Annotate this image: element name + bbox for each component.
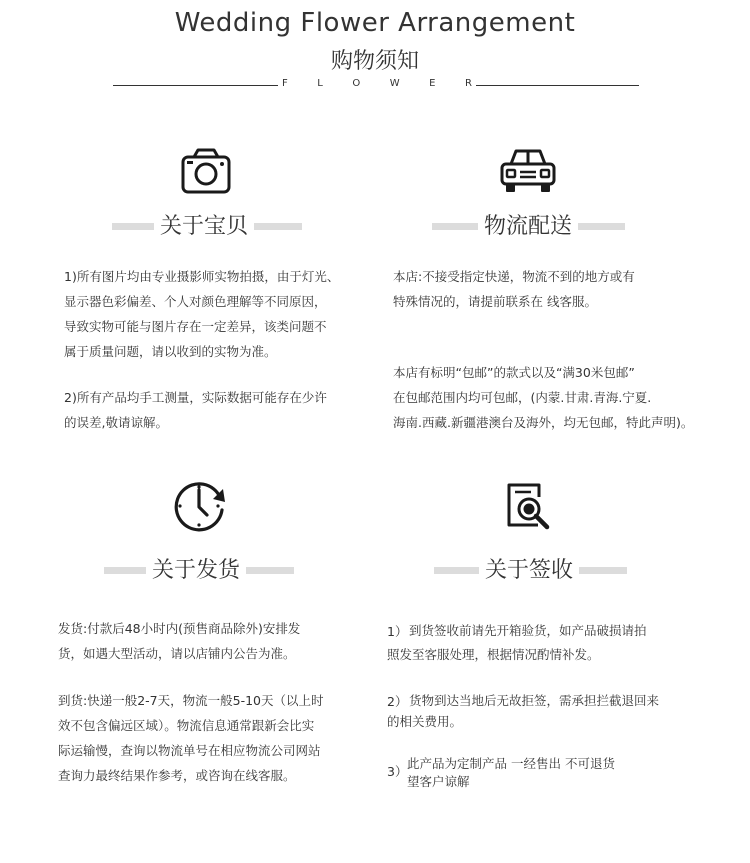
text-line: 本店有标明“包邮”的款式以及“满30米包邮” (393, 365, 635, 380)
page-title: Wedding Flower Arrangement (174, 8, 576, 38)
logistics-paragraph (393, 264, 635, 314)
text-line: 2)所有产品均手工测量，实际数据可能存在少许 (64, 390, 327, 405)
text-line: 照发至客服处理，根据情况酌情补发。 (387, 647, 600, 662)
text-line: 属于质量问题，请以收到的实物为准。 (64, 344, 277, 359)
divider-right (476, 85, 639, 86)
divider-letter: W (389, 78, 400, 89)
text-line: 到货签收前请先开箱验货，如产品破损请拍 (409, 623, 647, 638)
divider-letter: F (282, 78, 288, 89)
shipping-paragraph (58, 688, 324, 788)
section-title-about-item: 关于宝贝 (154, 213, 254, 241)
text-line: 货物到达当地后无故拒签，需承担拦截退回来 (409, 693, 660, 708)
section-title-receipt: 关于签收 (479, 557, 579, 585)
divider-letter: R (465, 78, 472, 89)
text-line: 本店:不接受指定快递，物流不到的地方或有 (393, 269, 635, 284)
text-line: 发货:付款后48小时内(预售商品除外)安排发 (58, 621, 301, 636)
car-icon (498, 146, 558, 194)
item-number: 2） (387, 694, 408, 709)
text-line: 导致实物可能与图片存在一定差异，该类问题不 (64, 319, 327, 334)
text-line: 望客户谅解 (407, 774, 470, 789)
item-number: 3） (387, 764, 408, 779)
text-line: 显示器色彩偏差、个人对颜色理解等不同原因， (64, 294, 327, 309)
text-line: 的误差,敬请谅解。 (64, 415, 168, 430)
text-line: 的相关费用。 (387, 714, 463, 729)
divider-letter: E (429, 78, 436, 89)
text-line: 查询力最终结果作参考，或咨询在线客服。 (58, 768, 296, 783)
clock-icon (170, 477, 228, 535)
logistics-paragraph (393, 360, 693, 435)
shipping-paragraph (58, 616, 300, 666)
text-line: 此产品为定制产品 一经售出 不可退货 (407, 756, 615, 771)
text-line: 到货:快递一般2-7天，物流一般5-10天（以上时 (58, 693, 324, 708)
text-line: 特殊情况的，请提前联系在 线客服。 (393, 294, 597, 309)
text-line: 效不包含偏远区域）。物流信息通常跟新会比实 (58, 718, 315, 733)
text-line: 在包邮范围内均可包邮，(内蒙.甘肃.青海.宁夏. (393, 390, 652, 405)
divider-letter: L (317, 78, 323, 89)
page-subtitle: 购物须知 (330, 49, 419, 74)
camera-icon (180, 147, 232, 195)
divider-letters (282, 78, 472, 89)
section-title-shipping: 关于发货 (146, 557, 246, 585)
text-line: 海南.西藏.新疆港澳台及海外，均无包邮，特此声明)。 (393, 415, 694, 430)
text-line: 际运输慢，查询以物流单号在相应物流公司网站 (58, 743, 321, 758)
divider-letter: O (352, 78, 361, 89)
about-item-paragraph (64, 264, 339, 364)
text-line: 货，如遇大型活动，请以店铺内公告为准。 (58, 646, 296, 661)
divider-left (113, 85, 278, 86)
document-search-icon (505, 481, 553, 531)
about-item-paragraph (64, 385, 327, 435)
text-line: 1)所有图片均由专业摄影师实物拍摄，由于灯光、 (64, 269, 340, 284)
item-number: 1） (387, 624, 408, 639)
section-title-logistics: 物流配送 (478, 213, 578, 241)
